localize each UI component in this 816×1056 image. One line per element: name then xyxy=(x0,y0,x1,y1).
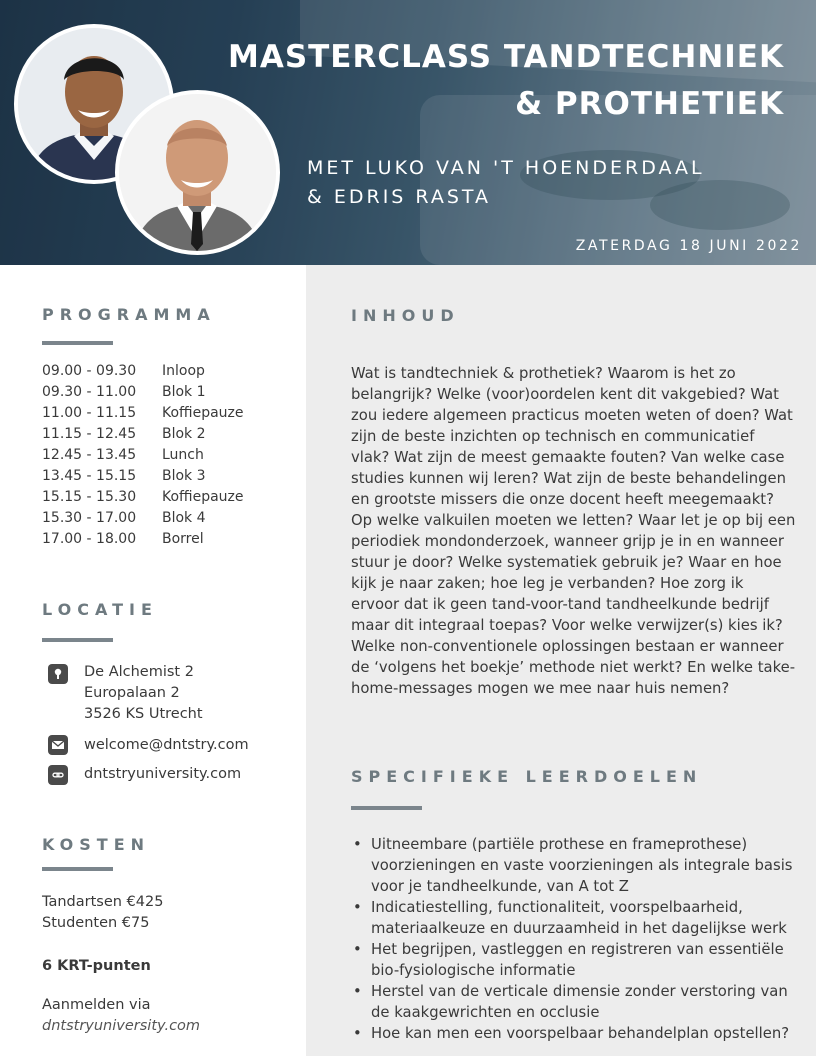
learning-goal-item: • Het begrijpen, vastleggen en registreren van essentiële bio-fysiologische informatie xyxy=(351,939,801,981)
envelope-icon xyxy=(48,735,68,755)
inhoud-body: Wat is tandtechniek & prothetiek? Waarom is het zo belangrijk? Welke (voor)oordelen kent dit vakgebied? Wat zou iedere algemeen practicus moeten weten of doen? Wat zijn de beste inzichten op technisch en communicatief vlak? Wat zijn de meest gemaakte fouten? Van welke case studies kunnen wij leren? Wat zijn de beste behandelingen en grootste missers die onze docent heeft meegemaakt? Op welke valkuilen moeten we letten? Waar let je op bij een periodiek mondonderzoek, wanneer grijp je in en wanneer stuur je door? Welke systematiek gebruik je? Waar en hoe kijk je naar zaken; hoe leg je verbanden? Hoe zorg ik ervoor dat ik geen tand-voor-tand tandheelkunde bedrijf maar dit integraal toepas? Voor welke verwijzer(s) kies ik? Welke non-conventionele oplossingen bestaan er wanneer de ‘volgens het boekje’ methode niet werkt? En welke take-home-messages mogen we mee naar huis nemen? xyxy=(351,365,796,697)
title-line-1: MASTERCLASS TANDTECHNIEK xyxy=(227,39,784,75)
email-link[interactable]: welcome@dntstry.com xyxy=(84,737,249,753)
krt-points: 6 KRT-punten xyxy=(42,958,151,974)
header-banner xyxy=(0,0,816,265)
address-line-2: Europalaan 2 xyxy=(84,685,180,701)
learning-goal-item: • Hoe kan men een voorspelbaar behandelplan opstellen? xyxy=(351,1023,801,1044)
link-icon xyxy=(48,765,68,785)
section-divider xyxy=(42,638,113,642)
program-row xyxy=(42,363,282,384)
program-row xyxy=(42,384,282,405)
program-time: 09.00 - 09.30 xyxy=(42,363,137,379)
location-pin-icon xyxy=(48,664,68,684)
program-row xyxy=(42,510,282,531)
section-divider xyxy=(351,806,422,810)
program-row xyxy=(42,468,282,489)
program-activity: Blok 2 xyxy=(162,426,206,442)
learning-goals-list xyxy=(351,834,801,1044)
price-dentists: Tandartsen €425 xyxy=(42,894,164,910)
signup-link[interactable]: dntstryuniversity.com xyxy=(42,1018,201,1034)
section-heading-locatie: LOCATIE xyxy=(42,600,158,619)
website-link[interactable]: dntstryuniversity.com xyxy=(84,766,242,782)
event-date: ZATERDAG 18 JUNI 2022 xyxy=(575,238,802,254)
subtitle xyxy=(307,154,787,212)
signup-label: Aanmelden via xyxy=(42,997,151,1013)
program-time: 11.15 - 12.45 xyxy=(42,426,137,442)
section-heading-inhoud: INHOUD xyxy=(351,306,460,325)
program-time: 09.30 - 11.00 xyxy=(42,384,137,400)
program-activity: Lunch xyxy=(162,447,204,463)
section-divider xyxy=(42,867,113,871)
program-time: 17.00 - 18.00 xyxy=(42,531,137,547)
program-time: 12.45 - 13.45 xyxy=(42,447,137,463)
section-heading-kosten: KOSTEN xyxy=(42,835,151,854)
section-heading-leerdoelen: SPECIFIEKE LEERDOELEN xyxy=(351,767,703,786)
program-activity: Blok 3 xyxy=(162,468,206,484)
subtitle-line-1: MET LUKO VAN 'T HOENDERDAAL xyxy=(307,157,705,179)
page-title xyxy=(184,34,784,128)
title-line-2: & PROTHETIEK xyxy=(515,86,784,122)
program-row xyxy=(42,447,282,468)
address-line-1: De Alchemist 2 xyxy=(84,664,194,680)
program-activity: Blok 4 xyxy=(162,510,206,526)
program-activity: Blok 1 xyxy=(162,384,206,400)
address-line-3: 3526 KS Utrecht xyxy=(84,706,203,722)
program-time: 15.30 - 17.00 xyxy=(42,510,137,526)
program-time: 15.15 - 15.30 xyxy=(42,489,137,505)
learning-goal-item: • Herstel van de verticale dimensie zonder verstoring van de kaakgewrichten en occlusie xyxy=(351,981,801,1023)
speaker-2-photo xyxy=(119,94,276,251)
subtitle-line-2: & EDRIS RASTA xyxy=(307,186,492,208)
program-activity: Koffiepauze xyxy=(162,489,244,505)
program-row xyxy=(42,405,282,426)
address xyxy=(84,662,203,725)
learning-goal-item: • Indicatiestelling, functionaliteit, voorspelbaarheid, materiaalkeuze en duurzaamheid in het dagelijkse werk xyxy=(351,897,801,939)
program-row xyxy=(42,489,282,510)
program-row xyxy=(42,531,282,552)
program-time: 13.45 - 15.15 xyxy=(42,468,137,484)
speaker-portrait-2 xyxy=(115,90,280,255)
program-row xyxy=(42,426,282,447)
program-activity: Koffiepauze xyxy=(162,405,244,421)
program-activity: Borrel xyxy=(162,531,204,547)
price-students: Studenten €75 xyxy=(42,915,150,931)
section-divider xyxy=(42,341,113,345)
learning-goal-item: • Uitneembare (partiële prothese en frameprothese) voorzieningen en vaste voorzieningen als integrale basis voor je tandheelkunde, van A tot Z xyxy=(351,834,801,897)
program-time: 11.00 - 11.15 xyxy=(42,405,137,421)
section-heading-programma: PROGRAMMA xyxy=(42,305,216,324)
program-activity: Inloop xyxy=(162,363,205,379)
